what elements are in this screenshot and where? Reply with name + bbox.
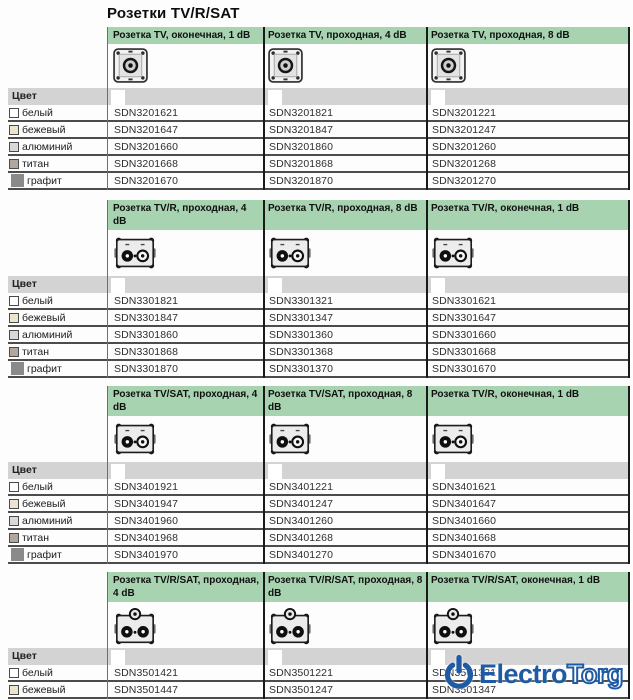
logo-text-outline: Torg <box>567 659 624 689</box>
product-header: Розетка TV/R, оконечная, 1 dB <box>426 386 630 416</box>
product-code-cell: SDN3301670 <box>432 362 497 375</box>
color-label-cell <box>8 515 108 527</box>
color-swatch-4 <box>9 347 19 357</box>
color-swatch-4 <box>9 159 19 169</box>
column-divider <box>426 200 428 378</box>
color-label-cell <box>8 107 108 119</box>
color-row-label: Цвет <box>12 278 37 290</box>
product-image-cell <box>263 230 426 276</box>
color-row-label: Цвет <box>12 90 37 102</box>
product-code-cell: SDN3401268 <box>269 531 334 544</box>
color-label-cell <box>8 667 108 679</box>
product-code-cell: SDN3301621 <box>432 294 497 307</box>
product-image-row <box>108 416 630 462</box>
product-code-cell: SDN3401270 <box>269 548 334 561</box>
product-code-cell: SDN3401221 <box>269 480 334 493</box>
color-swatch-5 <box>11 174 24 187</box>
band-swatch-placeholder <box>268 278 282 293</box>
tv-sat-socket-image <box>267 446 313 463</box>
product-code-cell: SDN3301360 <box>269 328 334 341</box>
column-divider <box>426 27 428 190</box>
product-code-cell: SDN3301821 <box>114 294 179 307</box>
color-name: бежевый <box>22 683 66 696</box>
column-divider <box>426 572 428 699</box>
product-image-row <box>108 44 630 88</box>
tv-sat-socket-image <box>112 446 158 463</box>
product-code-cell: SDN3401247 <box>269 497 334 510</box>
product-code-cell: SDN3401921 <box>114 480 179 493</box>
column-divider <box>263 386 265 564</box>
color-label-cell <box>8 362 108 375</box>
color-name: титан <box>22 345 50 358</box>
color-row-header <box>8 462 630 479</box>
color-label-cell <box>8 498 108 510</box>
page-title: Розетки TV/R/SAT <box>107 5 240 22</box>
color-label-cell <box>8 346 108 358</box>
color-name: белый <box>22 666 53 679</box>
product-image-cell <box>263 44 426 88</box>
product-code-cell: SDN3201621 <box>114 106 179 119</box>
color-name: алюминий <box>22 328 73 341</box>
color-swatch-1 <box>9 482 19 492</box>
product-code-cell: SDN3401947 <box>114 497 179 510</box>
product-header: Розетка TV/R, проходная, 4 dB <box>108 200 263 230</box>
product-header: Розетка TV/R, проходная, 8 dB <box>263 200 426 230</box>
product-code-cell: SDN3201647 <box>114 123 179 136</box>
band-swatch-placeholder <box>268 464 282 479</box>
table-row <box>8 139 630 156</box>
color-label-cell <box>8 174 108 187</box>
band-swatch-placeholder <box>111 464 125 479</box>
section-header-row <box>108 386 630 416</box>
table-row <box>8 479 630 496</box>
color-swatch-1 <box>9 668 19 678</box>
product-code-cell: SDN3401668 <box>432 531 497 544</box>
product-code-cell: SDN3301860 <box>114 328 179 341</box>
product-image-cell <box>426 602 630 648</box>
tv-r-socket-image <box>112 260 158 277</box>
column-divider <box>263 572 265 699</box>
product-table <box>8 5 630 700</box>
color-swatch-2 <box>9 125 19 135</box>
table-row <box>8 361 630 378</box>
section-header-row <box>108 200 630 230</box>
product-section <box>8 200 630 378</box>
color-name: титан <box>22 157 50 170</box>
color-name: бежевый <box>22 497 66 510</box>
color-name: бежевый <box>22 311 66 324</box>
color-swatch-3 <box>9 516 19 526</box>
tv-socket-image <box>267 71 304 88</box>
color-label-cell <box>8 158 108 170</box>
product-code-cell: SDN3301321 <box>269 294 334 307</box>
product-code-cell: SDN3301868 <box>114 345 179 358</box>
product-image-cell <box>108 602 263 648</box>
color-row-label: Цвет <box>12 464 37 476</box>
tv-r-socket-image <box>430 260 476 277</box>
color-label-cell <box>8 481 108 493</box>
column-divider <box>628 572 630 699</box>
product-code-cell: SDN3301370 <box>269 362 334 375</box>
product-code-cell: SDN3301847 <box>114 311 179 324</box>
table-row <box>8 530 630 547</box>
product-header: Розетка TV/R/SAT, проходная, 8 dB <box>263 572 426 602</box>
table-row <box>8 173 630 190</box>
band-swatch-placeholder <box>431 464 445 479</box>
table-row <box>8 547 630 564</box>
color-name: графит <box>27 548 62 561</box>
product-code-cell: SDN3201660 <box>114 140 179 153</box>
product-code-cell: SDN3401260 <box>269 514 334 527</box>
column-divider <box>426 386 428 564</box>
product-code-cell: SDN3301647 <box>432 311 497 324</box>
color-name: графит <box>27 362 62 375</box>
product-code-cell: SDN3201870 <box>269 174 334 187</box>
color-row-label: Цвет <box>12 650 37 662</box>
product-header: Розетка TV/SAT, проходная, 4 dB <box>108 386 263 416</box>
column-divider <box>263 27 265 190</box>
color-label-cell <box>8 295 108 307</box>
color-row-header <box>8 276 630 293</box>
product-code-cell: SDN3401960 <box>114 514 179 527</box>
logo-text-solid: Electro <box>479 659 568 689</box>
color-name: алюминий <box>22 140 73 153</box>
product-code-cell: SDN3301347 <box>269 311 334 324</box>
table-row <box>8 327 630 344</box>
table-row <box>8 496 630 513</box>
tv-socket-image <box>112 71 149 88</box>
table-row <box>8 310 630 327</box>
band-swatch-placeholder <box>431 90 445 105</box>
product-code-cell: SDN3501247 <box>269 683 334 696</box>
color-name: графит <box>27 174 62 187</box>
column-divider <box>107 27 108 190</box>
product-code-cell: SDN3201247 <box>432 123 497 136</box>
product-code-cell: SDN3401660 <box>432 514 497 527</box>
product-section <box>8 386 630 564</box>
section-header-row <box>108 27 630 44</box>
product-code-cell: SDN3401647 <box>432 497 497 510</box>
product-code-cell: SDN3201847 <box>269 123 334 136</box>
color-swatch-2 <box>9 499 19 509</box>
product-code-cell: SDN3201668 <box>114 157 179 170</box>
color-label-cell <box>8 684 108 696</box>
table-row <box>8 122 630 139</box>
product-header: Розетка TV/SAT, проходная, 8 dB <box>263 386 426 416</box>
product-section <box>8 27 630 190</box>
product-image-cell <box>108 230 263 276</box>
product-code-cell: SDN3201821 <box>269 106 334 119</box>
color-name: белый <box>22 106 53 119</box>
table-row <box>8 293 630 310</box>
table-row <box>8 513 630 530</box>
color-label-cell <box>8 548 108 561</box>
product-code-cell: SDN3401621 <box>432 480 497 493</box>
color-swatch-3 <box>9 142 19 152</box>
color-name: алюминий <box>22 514 73 527</box>
product-image-row <box>108 230 630 276</box>
product-image-cell <box>426 44 630 88</box>
color-label-cell <box>8 532 108 544</box>
table-row <box>8 156 630 173</box>
product-image-cell <box>426 416 630 462</box>
product-code-cell: SDN3201270 <box>432 174 497 187</box>
product-code-cell: SDN3401968 <box>114 531 179 544</box>
column-divider <box>107 386 108 564</box>
product-code-cell: SDN3301660 <box>432 328 497 341</box>
product-code-cell: SDN3301870 <box>114 362 179 375</box>
product-code-cell: SDN3501347 <box>432 683 497 696</box>
color-row-header <box>8 88 630 105</box>
color-label-cell <box>8 329 108 341</box>
electrotorg-logo <box>440 651 623 697</box>
color-swatch-1 <box>9 108 19 118</box>
table-row <box>8 344 630 361</box>
band-swatch-placeholder <box>111 650 125 665</box>
product-image-cell <box>108 416 263 462</box>
color-label-cell <box>8 141 108 153</box>
color-swatch-5 <box>11 548 24 561</box>
tv-sat-socket-image <box>430 446 476 463</box>
tv-r-socket-image <box>267 260 313 277</box>
table-row <box>8 105 630 122</box>
color-swatch-3 <box>9 330 19 340</box>
product-code-cell: SDN3201221 <box>432 106 497 119</box>
color-name: белый <box>22 480 53 493</box>
product-header: Розетка TV/R, оконечная, 1 dB <box>426 200 630 230</box>
column-divider <box>628 27 630 190</box>
product-image-cell <box>263 602 426 648</box>
band-swatch-placeholder <box>268 650 282 665</box>
product-image-cell <box>426 230 630 276</box>
product-image-cell <box>108 44 263 88</box>
color-swatch-2 <box>9 313 19 323</box>
product-code-cell: SDN3201860 <box>269 140 334 153</box>
color-swatch-1 <box>9 296 19 306</box>
color-swatch-5 <box>11 362 24 375</box>
column-divider <box>263 200 265 378</box>
product-code-cell: SDN3201268 <box>432 157 497 170</box>
color-name: белый <box>22 294 53 307</box>
column-divider <box>628 200 630 378</box>
product-code-cell: SDN3301368 <box>269 345 334 358</box>
product-code-cell: SDN3501221 <box>269 666 334 679</box>
product-header: Розетка TV/R/SAT, проходная, 4 dB <box>108 572 263 602</box>
product-code-cell: SDN3201868 <box>269 157 334 170</box>
color-label-cell <box>8 124 108 136</box>
band-swatch-placeholder <box>268 90 282 105</box>
tv-socket-image <box>430 71 467 88</box>
product-code-cell: SDN3501447 <box>114 683 179 696</box>
product-header: Розетка TV, проходная, 4 dB <box>263 27 426 44</box>
product-code-cell: SDN3501321 <box>432 666 497 679</box>
product-header: Розетка TV/R/SAT, оконечная, 1 dB <box>426 572 630 602</box>
product-image-cell <box>263 416 426 462</box>
product-header: Розетка TV, оконечная, 1 dB <box>108 27 263 44</box>
power-icon <box>440 651 478 697</box>
product-image-row <box>108 602 630 648</box>
band-swatch-placeholder <box>111 90 125 105</box>
color-name: бежевый <box>22 123 66 136</box>
band-swatch-placeholder <box>431 278 445 293</box>
section-header-row <box>108 572 630 602</box>
color-name: титан <box>22 531 50 544</box>
color-swatch-4 <box>9 533 19 543</box>
product-code-cell: SDN3201260 <box>432 140 497 153</box>
product-code-cell: SDN3201670 <box>114 174 179 187</box>
band-swatch-placeholder <box>111 278 125 293</box>
column-divider <box>628 386 630 564</box>
column-divider <box>107 200 108 378</box>
column-divider <box>107 572 108 699</box>
product-code-cell: SDN3501421 <box>114 666 179 679</box>
product-header: Розетка TV, проходная, 8 dB <box>426 27 630 44</box>
product-code-cell: SDN3401970 <box>114 548 179 561</box>
color-label-cell <box>8 312 108 324</box>
color-swatch-2 <box>9 685 19 695</box>
product-code-cell: SDN3301668 <box>432 345 497 358</box>
product-code-cell: SDN3401670 <box>432 548 497 561</box>
